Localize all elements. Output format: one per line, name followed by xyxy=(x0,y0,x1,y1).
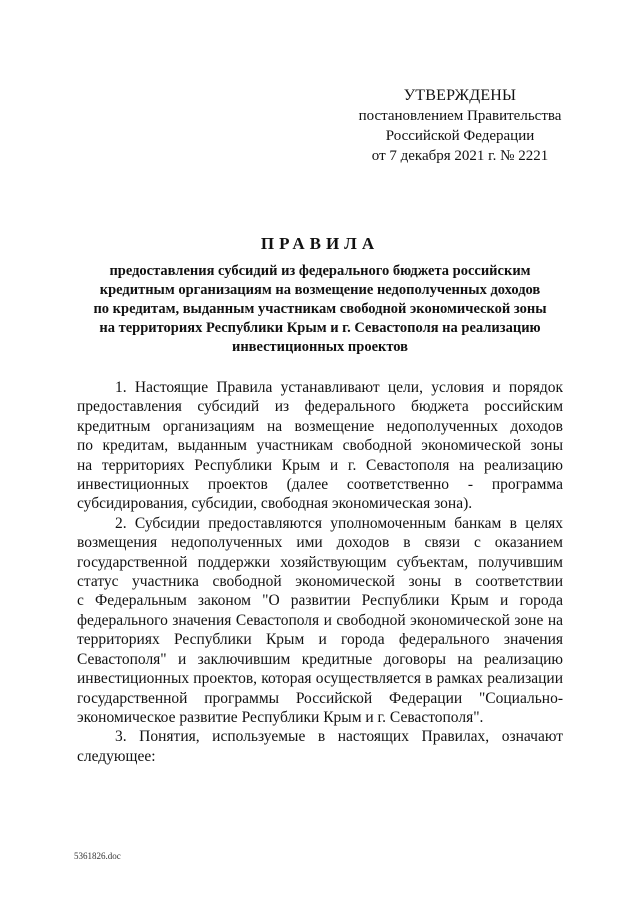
approval-block xyxy=(340,86,580,166)
paragraph-1 xyxy=(77,378,563,514)
document-title: ПРАВИЛА xyxy=(260,234,380,253)
subtitle-line: предоставления субсидий из федерального бюджета российским xyxy=(109,263,531,279)
paragraph-line: кредитным организациям на возмещение недополученных доходов xyxy=(77,417,563,435)
paragraph-2 xyxy=(77,514,563,727)
approval-line-3: от 7 декабря 2021 г. № 2221 xyxy=(371,148,549,164)
paragraph-line: 1. Настоящие Правила устанавливают цели, условия и порядок xyxy=(115,379,563,396)
subtitle-line: по кредитам, выданным участникам свободной экономической зоны xyxy=(93,301,547,317)
file-name-footer: 5361826.doc xyxy=(74,851,121,861)
paragraph-line: инвестиционных проектов, которая осуществляется в рамках реализации xyxy=(77,670,563,688)
subtitle-line: инвестиционных проектов xyxy=(231,339,409,355)
paragraph-line: государственной поддержки хозяйствующим субъектам, получившим xyxy=(77,553,563,571)
paragraph-line: 2. Субсидии предоставляются уполномоченным банкам в целях xyxy=(115,514,563,532)
approval-line-1: постановлением Правительства xyxy=(358,108,562,124)
paragraph-line: субсидирования, субсидии, свободная экономическая зона). xyxy=(77,495,473,513)
paragraph-3 xyxy=(77,727,563,766)
subtitle-line: на территориях Республики Крым и г. Севастополя на реализацию xyxy=(99,320,541,336)
paragraph-line: государственной программы Российской Федерации "Социально- xyxy=(77,689,563,707)
paragraph-line: 3. Понятия, используемые в настоящих Правилах, означают xyxy=(115,728,563,746)
subtitle-line: кредитным организациям на возмещение недополученных доходов xyxy=(99,282,541,298)
paragraph-line: возмещения недополученных ими доходов в связи с оказанием xyxy=(77,534,563,552)
document-body xyxy=(77,378,563,766)
paragraph-line: статус участника свободной экономической зоны в соответствии xyxy=(77,573,563,591)
paragraph-line: федерального значения Севастополя и свободной экономической зоне на xyxy=(77,611,563,629)
approval-line-2: Российской Федерации xyxy=(385,128,535,144)
paragraph-line: следующее: xyxy=(77,747,156,765)
paragraph-line: по кредитам, выданным участникам свободной экономической зоны xyxy=(77,437,563,455)
paragraph-line: Севастополя" и заключившим кредитные договоры на реализацию xyxy=(77,650,563,668)
paragraph-line: предоставления субсидий из федерального бюджета российским xyxy=(77,398,563,416)
approval-heading: УТВЕРЖДЕНЫ xyxy=(403,87,517,104)
paragraph-line: территориях Республики Крым и города федерального значения xyxy=(77,631,563,649)
paragraph-line: с Федеральным законом "О развитии Республики Крым и города xyxy=(77,592,563,610)
paragraph-line: инвестиционных проектов (далее соответственно - программа xyxy=(77,476,563,494)
document-subtitle xyxy=(80,262,560,357)
paragraph-line: экономическое развитие Республики Крым и г. Севастополя". xyxy=(77,708,484,726)
paragraph-line: на территориях Республики Крым и г. Севастополя на реализацию xyxy=(77,456,563,474)
